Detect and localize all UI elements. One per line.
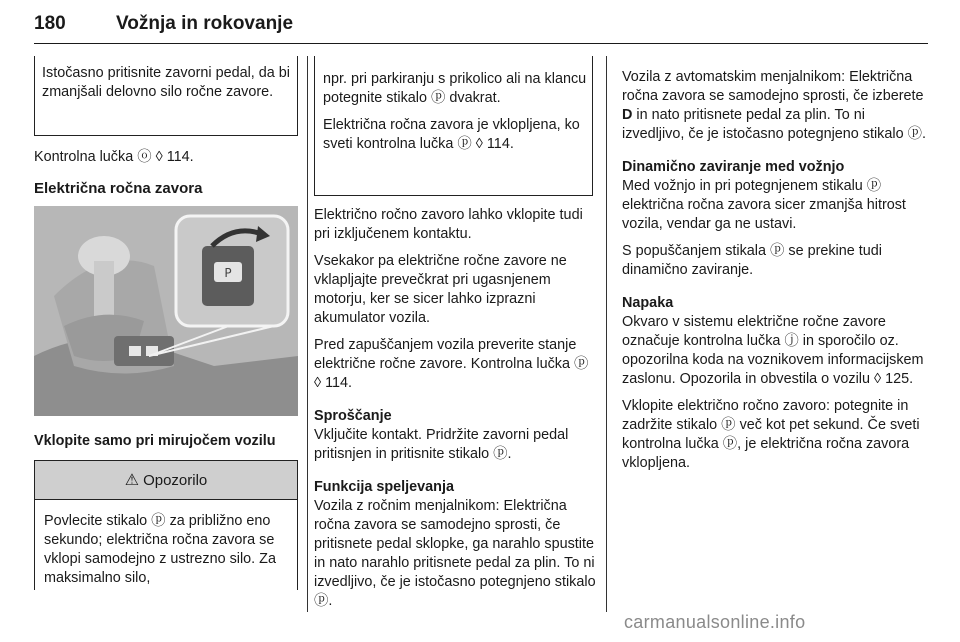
heading-drive-away: Funkcija speljevanja <box>314 479 454 495</box>
paragraph-dynamic-stop: S popuščanjem stikala ⓟ se prekine tudi dinamično zaviranje. <box>622 243 882 278</box>
paragraph-drive-away-manual: Vozila z ročnim menjalnikom: Električna ročna zavora se samodejno sprosti, če pritisnete pedal sklopke, ga narahlo spustite in nato narahlo pritisnete pedal za plin. To ni izvedljivo, če je istočasno potegnjeno stikalo ⓟ. <box>314 498 596 609</box>
header-divider <box>34 43 928 44</box>
paragraph-release: Vključite kontakt. Pridržite zavorni pedal pritisnjen in pritisnite stikalo ⓟ. <box>314 427 569 462</box>
svg-text:P: P <box>224 266 232 280</box>
section-heading-electric-parking-brake: Električna ročna zavora <box>34 180 203 197</box>
watermark: carmanualsonline.info <box>624 612 806 632</box>
lamp-reference: Kontrolna lučka ⓞ ◊ 114. <box>34 149 194 165</box>
warning-box <box>34 460 298 590</box>
heading-dynamic-braking: Dinamično zaviranje med vožnjo <box>622 159 845 175</box>
parking-brake-illustration <box>34 206 298 416</box>
warning-title: Opozorilo <box>143 471 208 489</box>
warning-triangle-icon: ⚠ <box>124 471 140 489</box>
paragraph-engage-on-fault: Vklopite električno ročno zavoro: potegnite in zadržite stikalo ⓟ več kot pet sekund. Če sveti kontrolna lučka ⓟ, je električna ročna zavora vklopljena. <box>622 398 920 471</box>
center-console-image <box>34 206 298 416</box>
page-title: Vožnja in rokovanje <box>116 13 294 34</box>
page-number: 180 <box>34 13 66 34</box>
note-box-text-1: npr. pri parkiranju s prikolico ali na klancu potegnite stikalo ⓟ dvakrat. <box>323 71 587 106</box>
paragraph-dynamic-braking: Med vožnjo in pri potegnjenem stikalu ⓟ električna ročna zavora sicer zmanjša hitrost vozila, vendar ga ne ustavi. <box>622 178 906 232</box>
note-box-text-2: Električna ročna zavora je vklopljena, ko sveti kontrolna lučka ⓟ ◊ 114. <box>323 117 580 152</box>
heading-release: Sproščanje <box>314 408 392 424</box>
paragraph-fault: Okvaro v sistemu električne ročne zavore označuje kontrolna lučka ⓙ in sporočilo oz. opozorilna koda na voznikovem informacijskem zaslonu. Opozorila in obvestila o vozilu ◊ 125. <box>622 314 924 387</box>
paragraph-check-status: Pred zapuščanjem vozila preverite stanje električne ročne zavore. Kontrolna lučka ⓟ ◊ 114. <box>314 337 589 391</box>
subheading-stationary: Vklopite samo pri mirujočem vozilu <box>34 433 276 449</box>
note-box-continued <box>34 56 298 136</box>
note-box-text: Istočasno pritisnite zavorni pedal, da bi zmanjšali delovno silo ročne zavore. <box>42 65 290 100</box>
heading-fault: Napaka <box>622 295 674 311</box>
note-box-continued-col2 <box>314 56 593 196</box>
paragraph-battery-warning: Vsekakor pa električne ročne zavore ne vklapljajte prevečkrat pri ugasnjenem motorju, ker se sicer lahko izprazni akumulator vozila. <box>314 253 567 326</box>
gear-d-label: D <box>622 107 633 123</box>
paragraph-automatic-transmission: Vozila z avtomatskim menjalnikom: Električna ročna zavora se samodejno sprosti, če izberete D in nato pritisnete pedal za plin. To ni izvedljivo, če je istočasno potegnjeno stikalo ⓟ. <box>622 69 926 142</box>
column-divider-1 <box>307 56 308 612</box>
warning-header <box>35 461 297 500</box>
column-divider-2 <box>606 56 607 612</box>
warning-text: Povlecite stikalo ⓟ za približno eno sekundo; električna ročna zavora se vklopi samodejno z ustrezno silo. Za maksimalno silo, <box>44 513 276 586</box>
paragraph-ignition-off: Električno ročno zavoro lahko vklopite tudi pri izključenem kontaktu. <box>314 207 583 242</box>
